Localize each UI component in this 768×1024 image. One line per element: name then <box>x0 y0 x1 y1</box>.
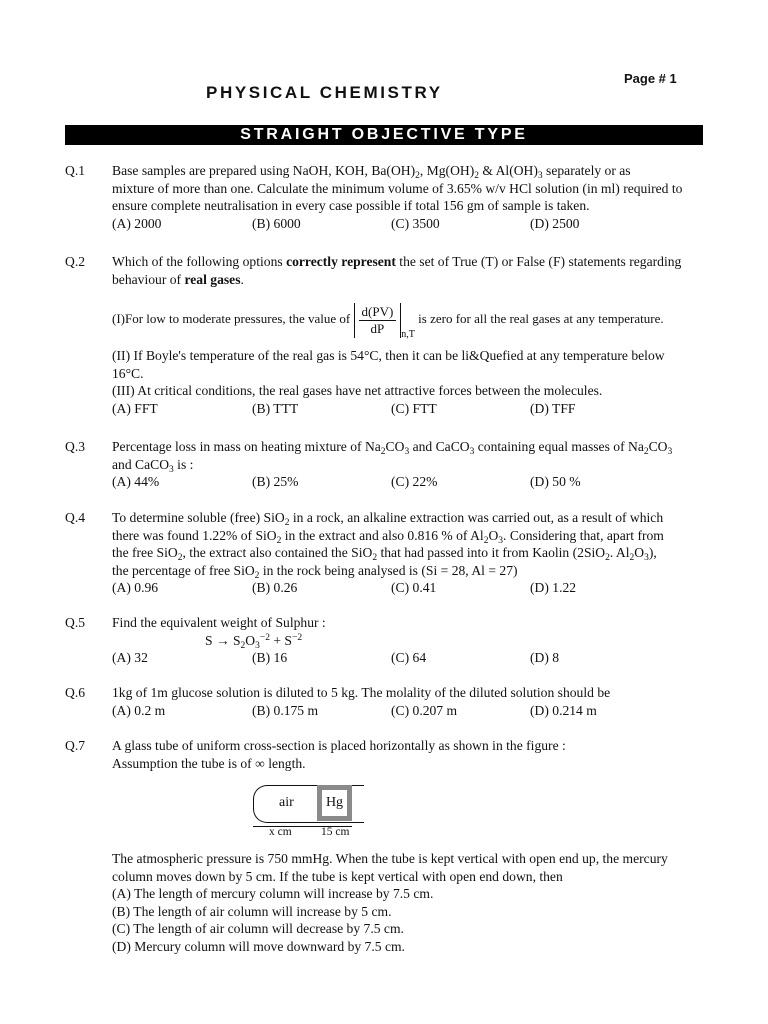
statement-1: (I)For low to moderate pressures, the value of $\frac{d(PV)}{dP}$ $_{n,T}$ is zero for all the real gases at any temperature. <box>112 303 664 340</box>
question-6 <box>65 684 705 720</box>
option-a[interactable]: (A) FFT <box>112 400 158 416</box>
option-a[interactable]: (A) 32 <box>112 650 148 665</box>
question-number: Q.3 <box>65 439 86 454</box>
question-7-continued <box>65 850 705 955</box>
question-number: Q.1 <box>65 163 86 178</box>
option-d[interactable]: (D) 0.214 m <box>530 702 597 718</box>
mercury-column <box>317 785 352 821</box>
question-number: Q.2 <box>65 254 86 269</box>
options <box>112 702 705 720</box>
question-number: Q.5 <box>65 615 86 630</box>
section-banner: STRAIGHT OBJECTIVE TYPE <box>65 125 703 145</box>
option-c[interactable]: (C) 0.207 m <box>391 702 458 718</box>
options <box>112 473 705 491</box>
question-7 <box>65 737 705 772</box>
question-3 <box>65 438 705 491</box>
question-text: Percentage loss in mass on heating mixture of $Na_2CO_3$ and CaCO$_3$ containing equal masses of $Na_2CO_3$ and CaCO$_3$ is : <box>112 439 673 475</box>
option-b[interactable]: (B) TTT <box>252 400 299 416</box>
option-a[interactable]: (A) 0.96 <box>112 580 159 595</box>
option-d[interactable]: (D) Mercury column will move downward by 7.5 cm. <box>112 938 405 954</box>
options <box>112 215 705 233</box>
option-a[interactable]: (A) The length of mercury column will increase by 7.5 cm. <box>112 886 434 901</box>
question-text: 1kg of 1m glucose solution is diluted to 5 kg. The molality of the diluted solution should be <box>112 685 611 700</box>
option-c[interactable]: (C) The length of air column will decrease by 7.5 cm. <box>112 921 404 936</box>
option-d[interactable]: (D) 1.22 <box>530 580 577 595</box>
options <box>112 579 705 597</box>
option-b[interactable]: (B) 0.26 <box>252 580 298 595</box>
option-c[interactable]: (C) 22% <box>391 474 438 489</box>
option-d[interactable]: (D) 2500 <box>530 215 580 231</box>
option-d[interactable]: (D) 50 % <box>530 474 581 489</box>
question-text: A glass tube of uniform cross-section is placed horizontally as shown in the figure : Assumption the tube is of ∞ length. <box>112 738 566 771</box>
mercury-length-label: 15 cm <box>321 826 350 838</box>
question-text: Which of the following options correctly represent the set of True (T) or False (F) statements regarding behaviour of real gases. (I)For low to moderate pressures, the value of $\frac{d(PV)}{dP}$ $_{n,T}$ is zero for all the real gases at any temperature. (II) If Boyle's temperature of the real gas is 54°C, then it can be li&Quefied at any temperature below 16°C. (III) At critical conditions, the real gases have net attractive forces between the molecules. <box>112 253 705 400</box>
question-number: Q.7 <box>65 738 86 753</box>
option-d[interactable]: (D) 8 <box>530 650 560 665</box>
option-b[interactable]: (B) The length of air column will increase by 5 cm. <box>112 903 392 919</box>
question-text: To determine soluble (free) SiO$_2$ in a rock, an alkaline extraction was carried out, as a result of which there was found 1.22% of SiO$_2$ in the extract and also 0.816 % of $Al_2O_3$. Considering that, apart from the free SiO$_2$, the extract also contained the SiO$_2$ that had passed into it from Kaolin (2SiO$_2$. $Al_2O_3$), the percentage of free SiO$_2$ in the rock being analysed is (Si = 28, Al = 27) <box>112 510 664 581</box>
question-1 <box>65 162 705 233</box>
option-b[interactable]: (B) 25% <box>252 474 299 489</box>
question-number: Q.4 <box>65 510 86 525</box>
question-4 <box>65 509 705 597</box>
question-text: Find the equivalent weight of Sulphur : $S \to S_2O_3^{-2} + S^{-2}$ <box>112 614 705 649</box>
option-c[interactable]: (C) 0.41 <box>391 580 437 595</box>
option-c[interactable]: (C) FTT <box>391 400 437 416</box>
options <box>112 649 705 667</box>
option-b[interactable]: (B) 6000 <box>252 215 301 231</box>
page-number: Page # 1 <box>624 71 677 86</box>
question-5 <box>65 614 705 667</box>
question-text: Base samples are prepared using NaOH, KOH, $Ba(OH)_2$, $Mg(OH)_2$ & $Al(OH)_3$ separately or as mixture of more than one. Calculate the minimum volume of 3.65% w/v HCl solution (in ml) required to ensure complete neutralisation in every case possible if total 156 gm of sample is taken. <box>112 163 683 213</box>
question-text: The atmospheric pressure is 750 mmHg. When the tube is kept vertical with open end up, the mercury column moves down by 5 cm. If the tube is kept vertical with open end down, then (A) The length of mercury column will increase by 7.5 cm. (B) The length of air column will increase by 5 cm. (C) The length of air column will decrease by 7.5 cm. (D) Mercury column will move downward by 7.5 cm. <box>112 850 705 955</box>
question-2 <box>65 253 705 418</box>
air-label: air <box>279 795 294 810</box>
question-number: Q.6 <box>65 685 86 700</box>
option-d[interactable]: (D) TFF <box>530 400 576 416</box>
option-a[interactable]: (A) 2000 <box>112 215 162 231</box>
mercury-label: Hg <box>322 790 347 816</box>
equation: $S \to S_2O_3^{-2} + S^{-2}$ <box>205 632 303 651</box>
page-title: PHYSICAL CHEMISTRY <box>206 83 443 102</box>
option-a[interactable]: (A) 0.2 m <box>112 702 166 718</box>
option-a[interactable]: (A) 44% <box>112 474 160 489</box>
option-b[interactable]: (B) 16 <box>252 650 288 665</box>
option-c[interactable]: (C) 3500 <box>391 215 440 231</box>
air-length-label: x cm <box>269 826 292 838</box>
option-c[interactable]: (C) 64 <box>391 650 427 665</box>
options <box>112 400 705 418</box>
option-b[interactable]: (B) 0.175 m <box>252 702 319 718</box>
tube-figure <box>245 785 365 845</box>
